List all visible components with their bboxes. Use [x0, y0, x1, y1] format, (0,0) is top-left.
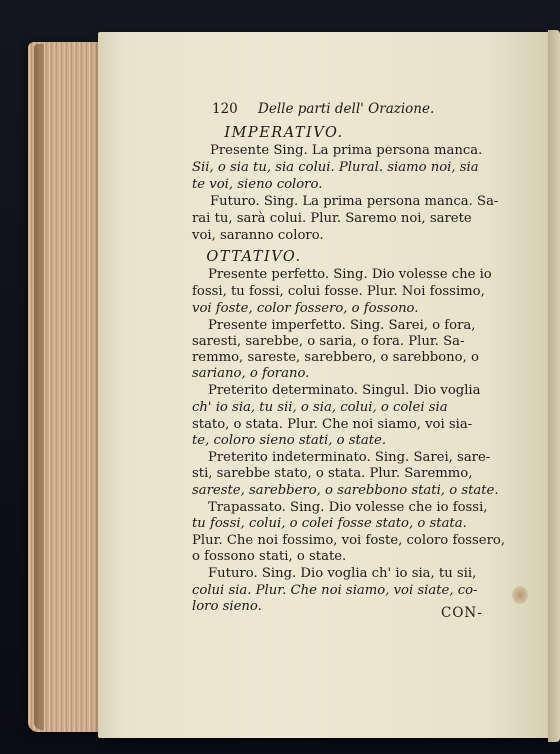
text-line: Presente perfetto. Sing. Dio volesse che io [208, 267, 492, 282]
text-line: sti, sarebbe stato, o stata. Plur. Saremmo, [192, 466, 473, 481]
text-line: Preterito determinato. Singul. Dio voglia [208, 383, 481, 398]
section-heading-ottativo: OTTATIVO. [206, 249, 302, 265]
text-line: sareste, sarebbero, o sarebbono stati, o state. [192, 483, 499, 498]
text-line: o fossono stati, o state. [192, 549, 347, 564]
text-line: voi, saranno coloro. [192, 228, 324, 243]
text-line: saresti, sarebbe, o saria, o fora. Plur. Sa- [192, 334, 465, 349]
text-line: remmo, sareste, sarebbero, o sarebbono, o [192, 350, 479, 365]
page-number: 120 [212, 101, 238, 117]
text-line: Presente imperfetto. Sing. Sarei, o fora, [208, 318, 476, 333]
cover-edge [34, 44, 44, 730]
text-line: voi foste, color fossero, o fossono. [192, 301, 419, 316]
text-line: Futuro. Sing. La prima persona manca. Sa- [210, 194, 499, 209]
section-heading-imperativo: IMPERATIVO. [224, 125, 344, 141]
text-line: ch' io sia, tu sii, o sia, colui, o colei sia [192, 400, 448, 415]
text-line: tu fossi, colui, o colei fosse stato, o stata. [192, 516, 467, 531]
text-line: fossi, tu fossi, colui fosse. Plur. Noi fossimo, [192, 284, 485, 299]
text-line: rai tu, sarà colui. Plur. Saremo noi, sarete [192, 211, 472, 226]
paper-stain [512, 586, 528, 604]
text-line: Sii, o sia tu, sia colui. Plural. siamo noi, sia [192, 160, 479, 175]
text-line: colui sia. Plur. Che noi siamo, voi siate, co- [192, 583, 478, 598]
text-line: Presente Sing. La prima persona manca. [210, 143, 483, 158]
text-line: Trapassato. Sing. Dio volesse che io fossi, [208, 500, 488, 515]
facing-page-edge [548, 30, 560, 742]
text-line: Futuro. Sing. Dio voglia ch' io sia, tu sii, [208, 566, 477, 581]
text-line: sariano, o forano. [192, 366, 310, 381]
text-line: Plur. Che noi fossimo, voi foste, coloro fossero, [192, 533, 506, 548]
catchword: CON- [441, 605, 483, 621]
text-line: te voi, sieno coloro. [192, 177, 323, 192]
text-line: stato, o stata. Plur. Che noi siamo, voi sia- [192, 417, 473, 432]
text-line: te, coloro sieno stati, o state. [192, 433, 387, 448]
text-line: loro sieno. [192, 599, 262, 614]
text-line: Preterito indeterminato. Sing. Sarei, sare- [208, 450, 491, 465]
running-title: Delle parti dell' Orazione. [258, 101, 435, 117]
